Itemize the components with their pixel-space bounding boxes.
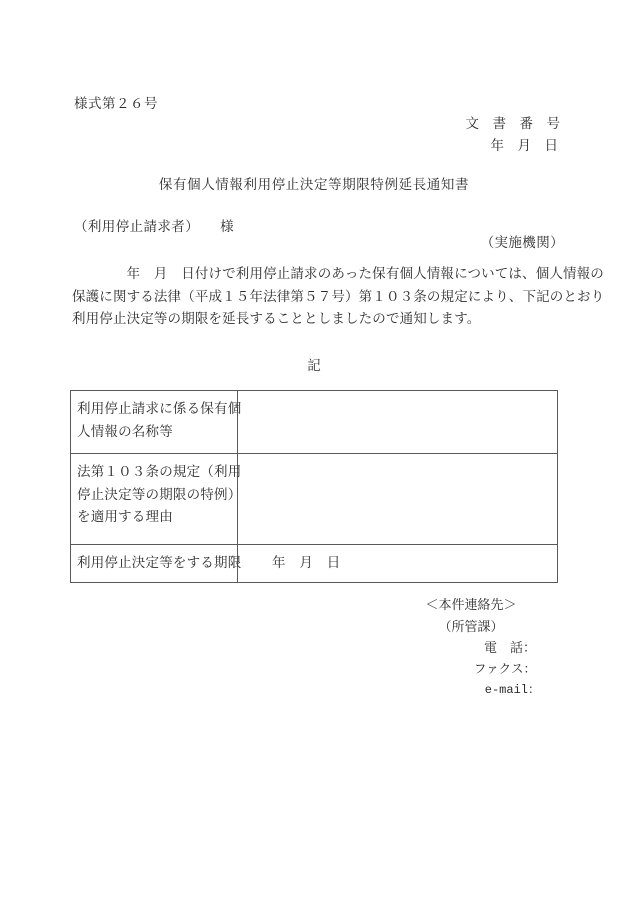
contact-email-label: e-mail： xyxy=(484,683,540,697)
issuing-agency: （実施機関） xyxy=(480,235,564,250)
table-row xyxy=(71,391,558,454)
body-line-3: 利用停止決定等の期限を延長することとしましたので通知します。 xyxy=(72,311,481,326)
document-number-label: 文 書 番 号 xyxy=(465,116,560,131)
form-number: 様式第２６号 xyxy=(74,96,158,111)
table-row-label xyxy=(71,391,242,454)
table-row xyxy=(71,545,558,583)
label-line: 法第１０３条の規定（利用 xyxy=(77,464,242,479)
contact-fax-label: ファクス： xyxy=(473,661,536,676)
label-line: 利用停止請求に係る保有個 xyxy=(77,401,242,416)
table-row-value[interactable] xyxy=(238,391,558,454)
contact-tel-label: 電 話： xyxy=(483,640,536,655)
ki-mark: 記 xyxy=(307,358,321,373)
body-line-2: 保護に関する法律（平成１５年法律第５７号）第１０３条の規定により、下記のとおり xyxy=(72,288,605,304)
label-line: 停止決定等の期限の特例） xyxy=(77,486,242,502)
label-line: を適用する理由 xyxy=(77,509,173,524)
document-date-label: 年 月 日 xyxy=(490,138,558,153)
table-row-value[interactable]: 年 月 日 xyxy=(238,545,558,583)
table-row xyxy=(71,454,558,545)
header-right-block xyxy=(466,113,561,157)
information-table xyxy=(70,390,558,583)
label-line: 人情報の名称等 xyxy=(77,423,173,439)
table-row-value[interactable] xyxy=(238,454,558,545)
body-paragraph xyxy=(72,263,605,331)
contact-department: （所管課） xyxy=(438,618,504,634)
body-line-1: 年 月 日付けで利用停止請求のあった保有個人情報については、個人情報の xyxy=(72,266,604,281)
contact-block xyxy=(380,594,562,702)
page-title: 保有個人情報利用停止決定等期限特例延長通知書 xyxy=(158,177,470,192)
table-row-label xyxy=(71,454,242,545)
contact-heading: ＜本件連絡先＞ xyxy=(425,597,517,612)
addressee: （利用停止請求者） 様 xyxy=(74,219,235,234)
table-row-label xyxy=(71,545,242,583)
label-line: 利用停止決定等をする期限 xyxy=(77,555,242,570)
